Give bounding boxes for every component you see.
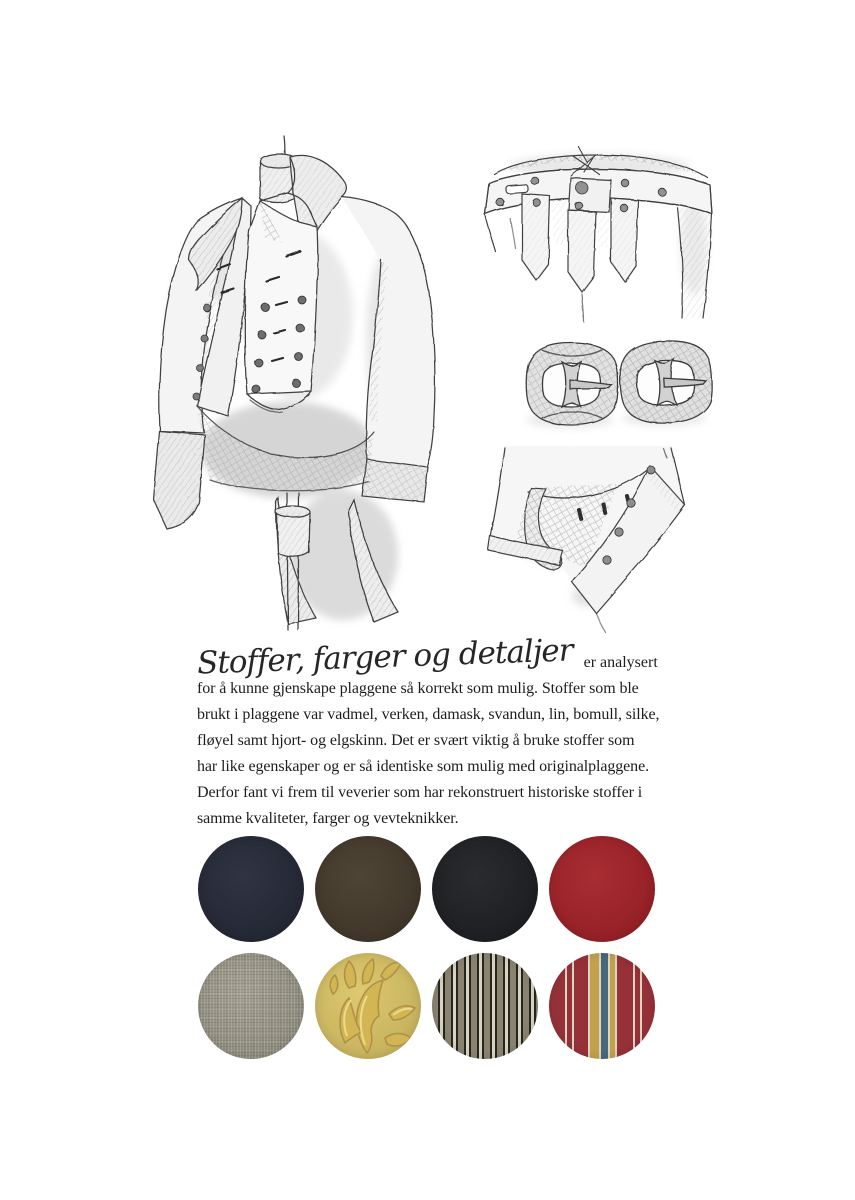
waistband-sketch xyxy=(472,126,724,324)
section-heading xyxy=(196,632,667,682)
body-line-1: for å kunne gjenskape plaggene så korrekt som mulig. Stoffer som ble xyxy=(197,680,639,697)
buckles-sketch-image xyxy=(512,328,720,438)
kneeband-sketch-image xyxy=(468,446,722,634)
heading-suffix: er analysert xyxy=(583,654,658,671)
swatch-yellow-damask xyxy=(315,953,421,1059)
damask-pattern xyxy=(315,953,421,1059)
buckles-sketch xyxy=(512,328,720,438)
kneeband-sketch xyxy=(468,446,722,634)
jacket-waistcoat-sketch-image xyxy=(138,100,480,632)
swatch-olive-brown-wool xyxy=(315,836,421,942)
body-line-2: brukt i plaggene var vadmel, verken, damask, svandun, lin, bomull, silke, xyxy=(197,706,660,723)
swatch-red-gold-blue-stripe xyxy=(549,953,655,1059)
script-heading: Stoffer, farger og detaljer xyxy=(196,632,574,682)
swatch-grey-green-linen xyxy=(198,953,304,1059)
swatch-crimson-wool xyxy=(549,836,655,942)
fabric-swatch-grid xyxy=(198,836,655,1059)
waistband-sketch-image xyxy=(472,126,724,324)
body-line-6: samme kvaliteter, farger og vevteknikker. xyxy=(197,810,459,827)
swatch-olive-black-cream-stripe xyxy=(432,953,538,1059)
swatch-black-wool xyxy=(432,836,538,942)
body-line-5: Derfor fant vi frem til veverier som har rekonstruert historiske stoffer i xyxy=(197,784,643,801)
body-line-4: har like egenskaper og er så identiske som mulig med originalplaggene. xyxy=(197,758,649,775)
swatch-dark-navy-wool xyxy=(198,836,304,942)
jacket-waistcoat-sketch xyxy=(138,100,480,632)
body-line-3: fløyel samt hjort- og elgskinn. Det er svært viktig å bruke stoffer som xyxy=(197,732,635,749)
body-text xyxy=(196,632,667,832)
